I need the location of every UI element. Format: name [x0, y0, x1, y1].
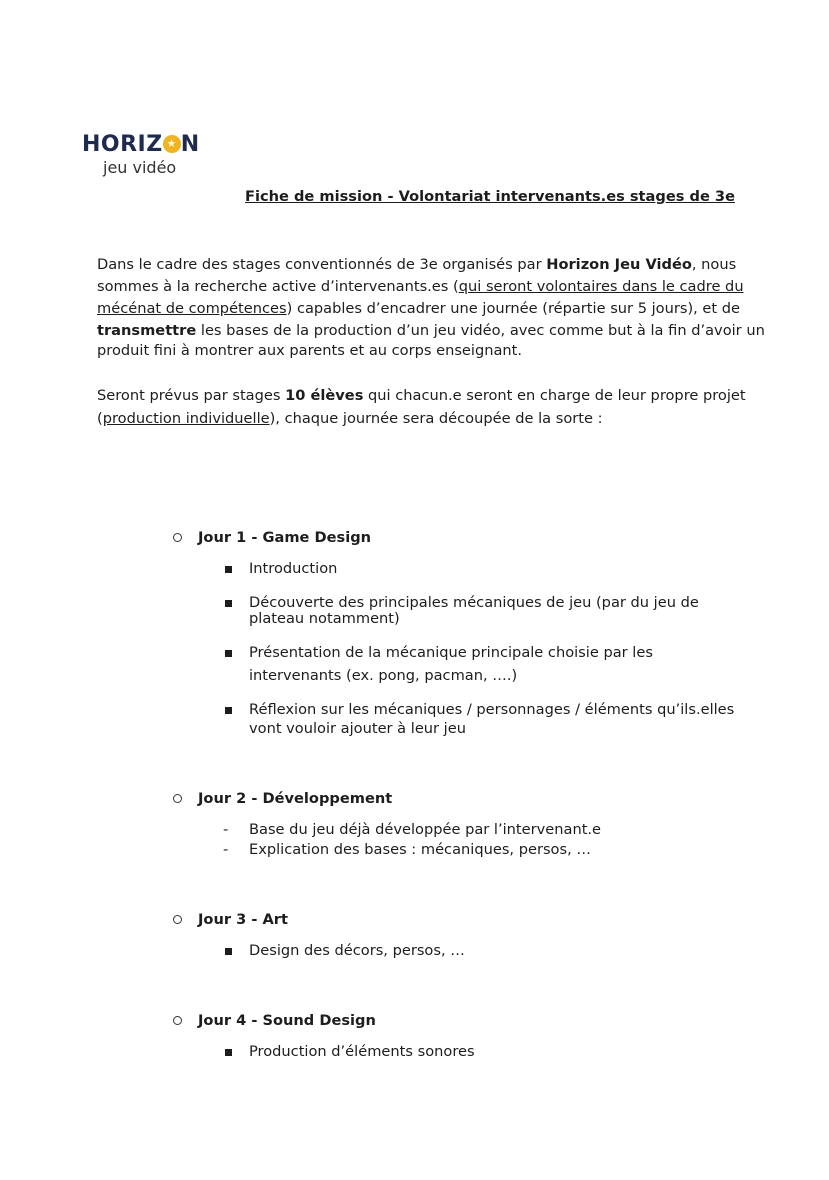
dash-bullet-icon: - — [223, 841, 229, 858]
dash-bullet-icon: - — [223, 821, 229, 838]
day-1-item-1: Introduction — [249, 560, 338, 577]
intro-line-2 — [97, 276, 744, 298]
day-2-item-2: Explication des bases : mécaniques, persos, … — [249, 841, 591, 858]
circle-bullet-icon — [173, 1016, 182, 1025]
org-name: Horizon Jeu Vidéo — [546, 256, 692, 273]
intro-text: Dans le cadre des stages conventionnés de 3e organisés par — [97, 256, 547, 273]
intro-text: ) capables d’encadrer une journée (répartie sur 5 jours), et de — [286, 300, 741, 317]
square-bullet-icon — [225, 707, 232, 714]
logo-wordmark — [82, 132, 200, 158]
day-3-title: Jour 3 - Art — [198, 911, 288, 928]
logo-star-icon: ★ — [163, 135, 181, 153]
student-count: 10 élèves — [285, 387, 364, 404]
square-bullet-icon — [225, 600, 232, 607]
day-2-title: Jour 2 - Développement — [198, 790, 393, 807]
second-text: qui chacun.e seront en charge de leur propre projet — [363, 387, 746, 404]
day-1-item-3-line-2: intervenants (ex. pong, pacman, ….) — [249, 667, 518, 684]
intro-line-3 — [97, 298, 740, 320]
square-bullet-icon — [225, 566, 232, 573]
square-bullet-icon — [225, 1049, 232, 1056]
document-title: Fiche de mission - Volontariat intervenants.es stages de 3e — [245, 188, 735, 205]
logo-subtitle: jeu vidéo — [103, 158, 177, 177]
logo-text-start: HORIZ — [82, 132, 163, 157]
day-1-item-4-line-2: vont vouloir ajouter à leur jeu — [249, 720, 466, 737]
day-1-title: Jour 1 - Game Design — [198, 529, 372, 546]
day-1-item-4-line-1: Réflexion sur les mécaniques / personnages / éléments qu’ils.elles — [249, 701, 735, 718]
second-line-2 — [97, 408, 603, 430]
skills-sponsorship: mécénat de compétences — [97, 300, 287, 317]
intro-line-4 — [97, 320, 765, 342]
second-line-1 — [97, 385, 746, 407]
intro-text: les bases de la production d’un jeu vidéo, avec comme but à la fin d’avoir un — [196, 322, 765, 339]
volunteer-note: qui seront volontaires dans le cadre du — [458, 278, 744, 295]
second-text: ), chaque journée sera découpée de la sorte : — [269, 410, 603, 427]
day-4-item-1: Production d’éléments sonores — [249, 1043, 475, 1060]
intro-text: , nous — [691, 256, 737, 273]
intro-line-1 — [97, 254, 736, 276]
circle-bullet-icon — [173, 915, 182, 924]
second-text: ( — [97, 410, 103, 427]
logo-text-end: N — [180, 132, 200, 157]
day-1-item-2-line-1: Découverte des principales mécaniques de jeu (par du jeu de — [249, 594, 699, 611]
transmit-keyword: transmettre — [97, 322, 197, 339]
individual-production: production individuelle — [102, 410, 270, 427]
day-2-item-1: Base du jeu déjà développée par l’intervenant.e — [249, 821, 602, 838]
day-1-item-3-line-1: Présentation de la mécanique principale choisie par les — [249, 644, 653, 661]
second-text: Seront prévus par stages — [97, 387, 286, 404]
square-bullet-icon — [225, 948, 232, 955]
day-4-title: Jour 4 - Sound Design — [198, 1012, 376, 1029]
day-3-item-1: Design des décors, persos, … — [249, 942, 465, 959]
circle-bullet-icon — [173, 533, 182, 542]
intro-text: sommes à la recherche active d’intervenants.es ( — [97, 278, 459, 295]
square-bullet-icon — [225, 650, 232, 657]
day-1-item-2-line-2: plateau notamment) — [249, 610, 400, 627]
circle-bullet-icon — [173, 794, 182, 803]
intro-line-5: produit fini à montrer aux parents et au corps enseignant. — [97, 342, 523, 359]
